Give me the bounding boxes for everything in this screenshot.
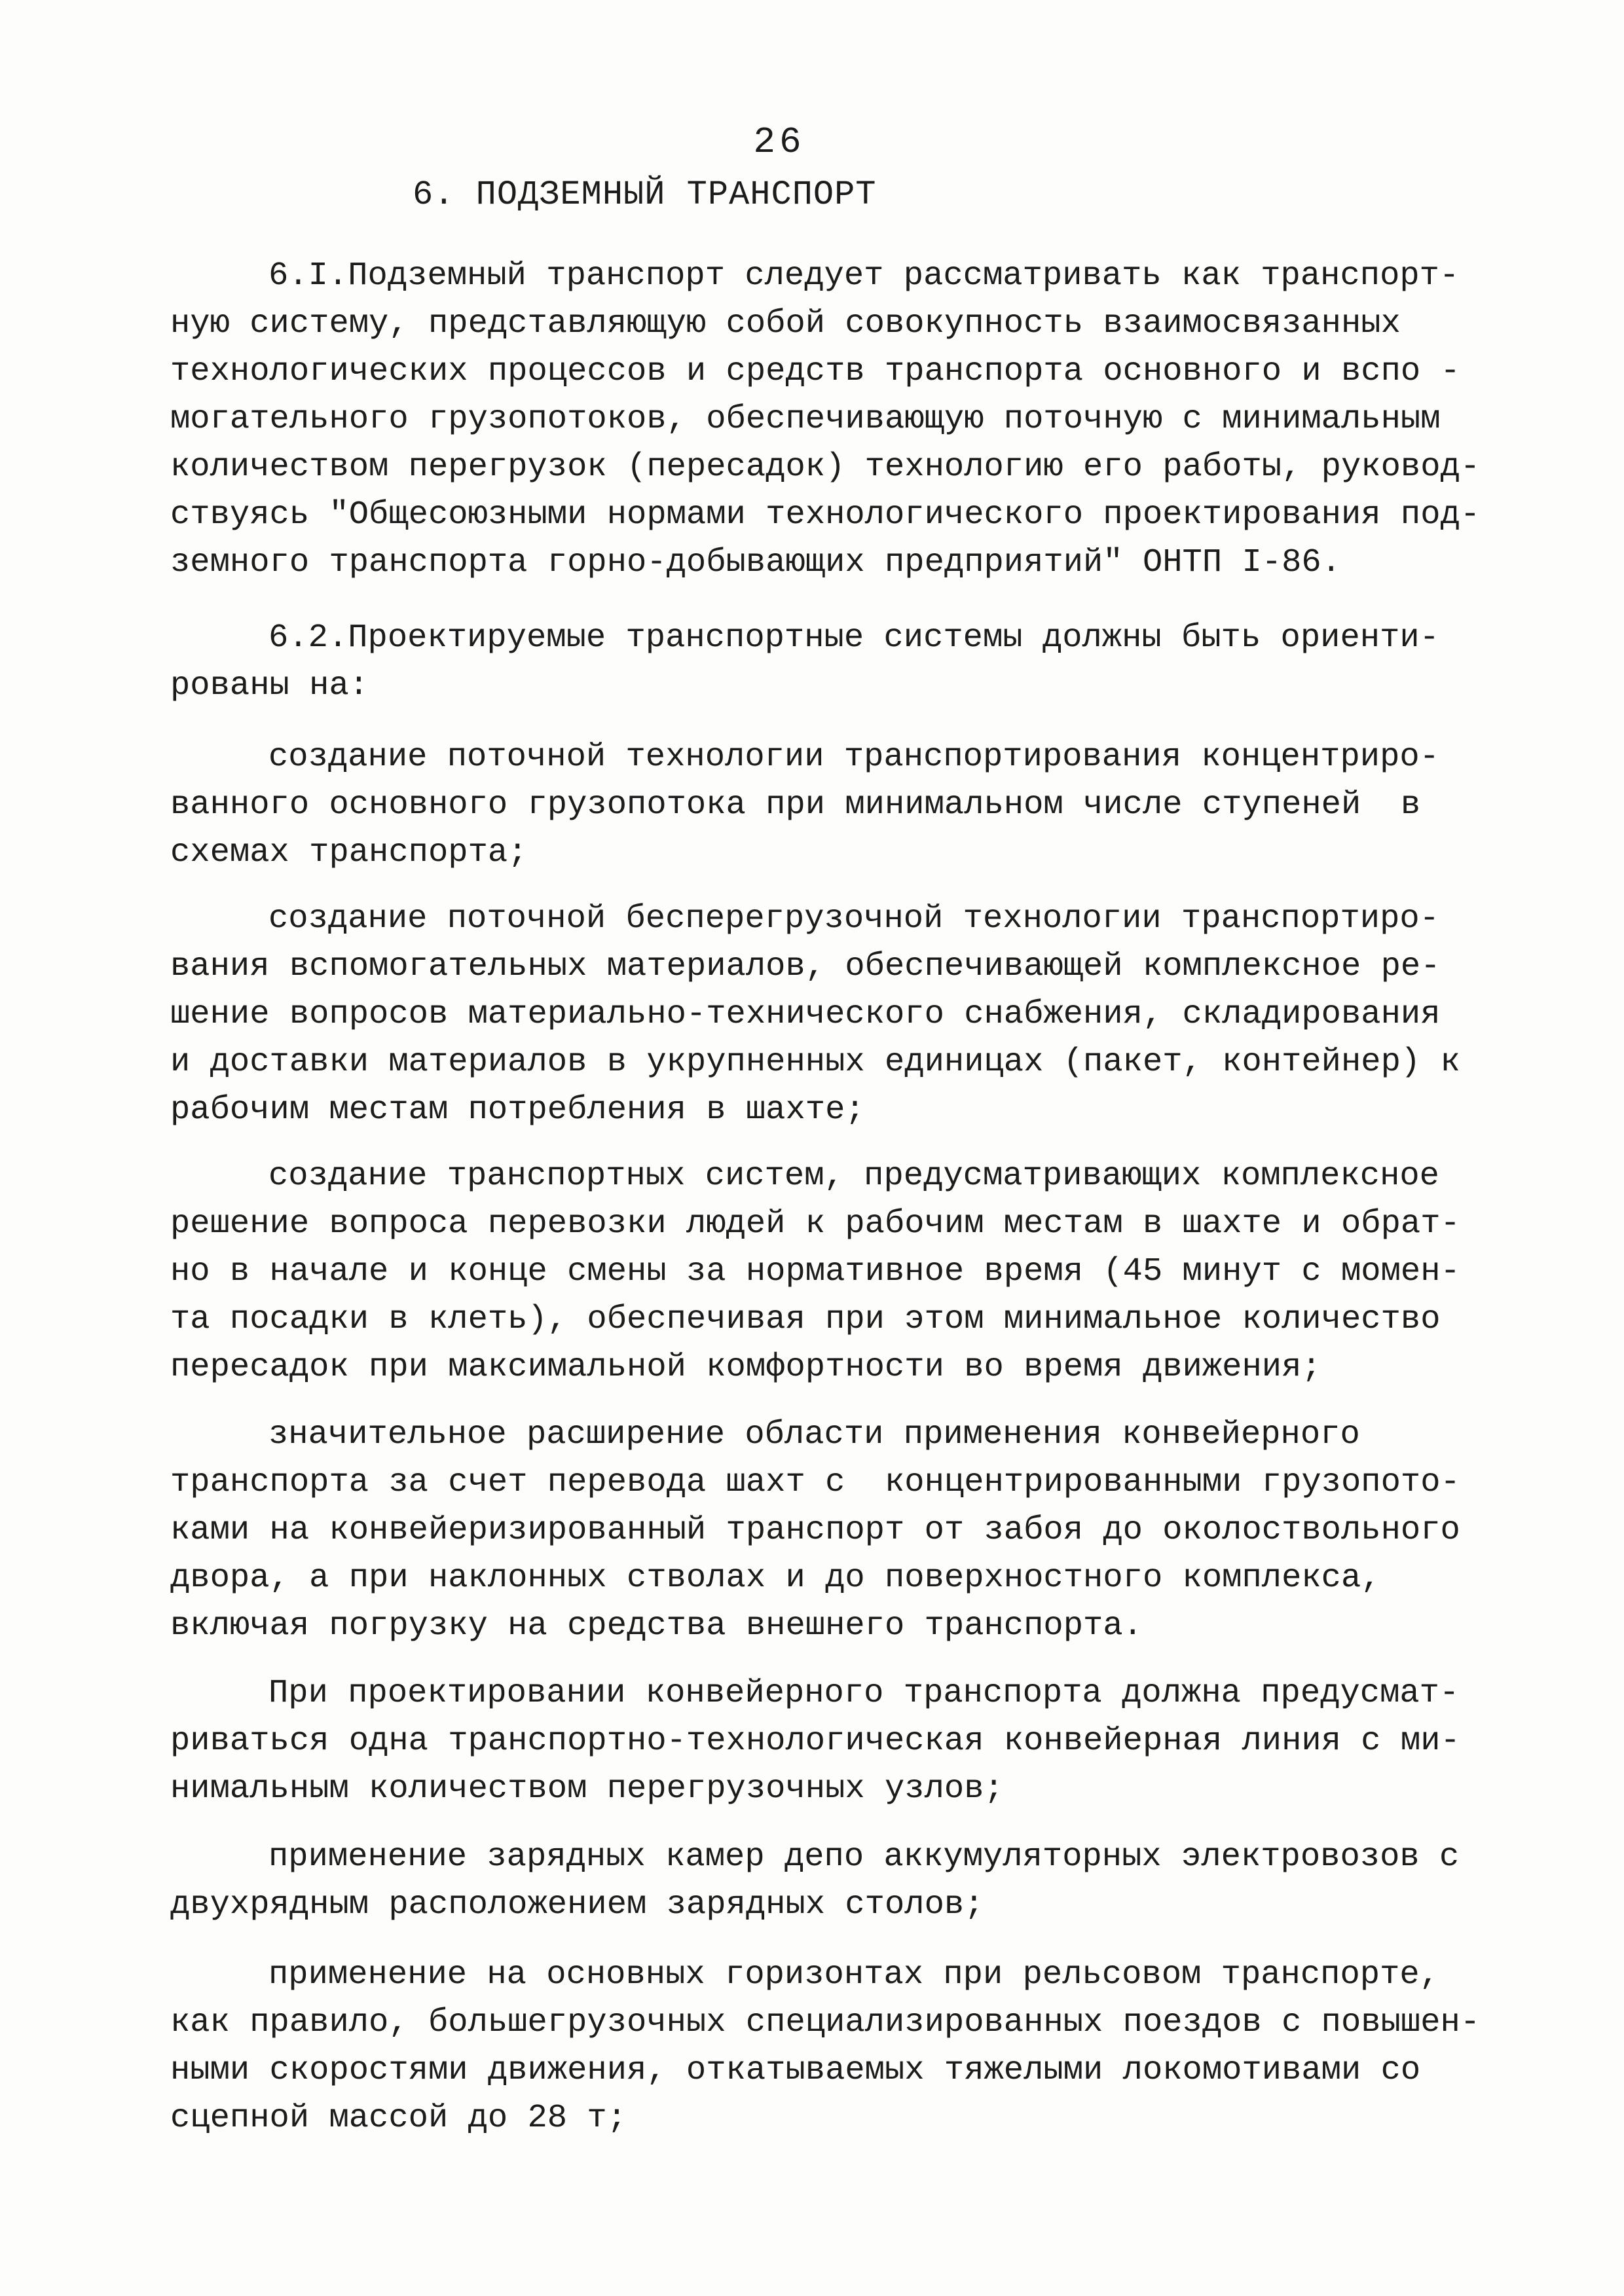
page-number: 26 — [753, 121, 805, 163]
text-line: 6.2.Проектируемые транспортные системы должны быть ориенти- — [268, 619, 1439, 657]
text-line: двухрядным расположением зарядных столов; — [170, 1886, 984, 1923]
text-line: рабочим местам потребления в шахте; — [170, 1091, 865, 1129]
text-line: решение вопроса перевозки людей к рабочим местам в шахте и обрат- — [170, 1205, 1460, 1243]
text-line: создание транспортных систем, предусматривающих комплексное — [268, 1157, 1439, 1195]
text-line: риваться одна транспортно-технологическая конвейерная линия с ми- — [170, 1722, 1460, 1760]
text-line: 6.I.Подземный транспорт следует рассматривать как транспорт- — [268, 257, 1460, 295]
list-item-flow-technology — [170, 733, 1500, 877]
text-line: ками на конвейеризированный транспорт от забоя до околоствольного — [170, 1512, 1460, 1549]
section-title: 6. ПОДЗЕМНЫЙ ТРАНСПОРТ — [413, 175, 877, 214]
text-line: транспорта за счет перевода шахт с концентрированными грузопото- — [170, 1464, 1460, 1501]
paragraph-conveyor-design — [170, 1669, 1500, 1813]
text-line: применение зарядных камер депо аккумуляторных электровозов с — [268, 1838, 1460, 1876]
text-line: двора, а при наклонных стволах и до поверхностного комплекса, — [170, 1559, 1381, 1597]
text-line: та посадки в клеть), обеспечивая при этом минимальное количество — [170, 1301, 1441, 1338]
text-line: ванного основного грузопотока при минимальном числе ступеней в — [170, 786, 1421, 824]
text-line: создание поточной технологии транспортирования концентриро- — [268, 738, 1439, 776]
text-line: нимальным количеством перегрузочных узлов; — [170, 1770, 1004, 1808]
text-line: как правило, большегрузочных специализированных поездов с повышен- — [170, 2004, 1481, 2041]
text-line: включая погрузку на средства внешнего транспорта. — [170, 1607, 1143, 1645]
text-line: ную систему, представляющую собой совокупность взаимосвязанных — [170, 305, 1401, 342]
text-line: количеством перегрузок (пересадок) технологию его работы, руковод- — [170, 448, 1481, 486]
list-item-conveyor-expansion — [170, 1411, 1500, 1650]
text-line: рованы на: — [170, 667, 369, 704]
text-line: создание поточной бесперегрузочной технологии транспортиро- — [268, 900, 1439, 938]
text-line: ными скоростями движения, откатываемых тяжелыми локомотивами со — [170, 2052, 1421, 2089]
text-line: шение вопросов материально-технического снабжения, складирования — [170, 996, 1441, 1033]
paragraph-6-1 — [170, 252, 1500, 587]
list-item-rail-transport — [170, 1951, 1500, 2142]
text-line: значительное расширение области применения конвейерного — [268, 1416, 1360, 1453]
list-item-people-transport — [170, 1152, 1500, 1391]
list-item-charging-chambers — [170, 1833, 1500, 1929]
text-line: но в начале и конце смены за нормативное время (45 минут с момен- — [170, 1253, 1460, 1290]
paragraph-6-2 — [170, 614, 1500, 710]
text-line: ствуясь "Общесоюзными нормами технологического проектирования под- — [170, 496, 1481, 534]
text-line: схемах транспорта; — [170, 834, 528, 871]
text-line: сцепной массой до 28 т; — [170, 2100, 627, 2137]
text-line: вания вспомогательных материалов, обеспечивающей комплексное ре- — [170, 948, 1441, 985]
text-line: применение на основных горизонтах при рельсовом транспорте, — [268, 1956, 1439, 1994]
text-line: земного транспорта горно-добывающих предприятий" ОНТП I-86. — [170, 544, 1341, 581]
text-line: При проектировании конвейерного транспорта должна предусмат- — [268, 1675, 1460, 1712]
text-line: и доставки материалов в укрупненных единицах (пакет, контейнер) к — [170, 1044, 1460, 1081]
text-line: технологических процессов и средств транспорта основного и вспо - — [170, 353, 1460, 390]
text-line: пересадок при максимальной комфортности во время движения; — [170, 1349, 1321, 1386]
text-line: могательного грузопотоков, обеспечивающую поточную с минимальным — [170, 401, 1441, 438]
list-item-auxiliary-materials — [170, 895, 1500, 1134]
